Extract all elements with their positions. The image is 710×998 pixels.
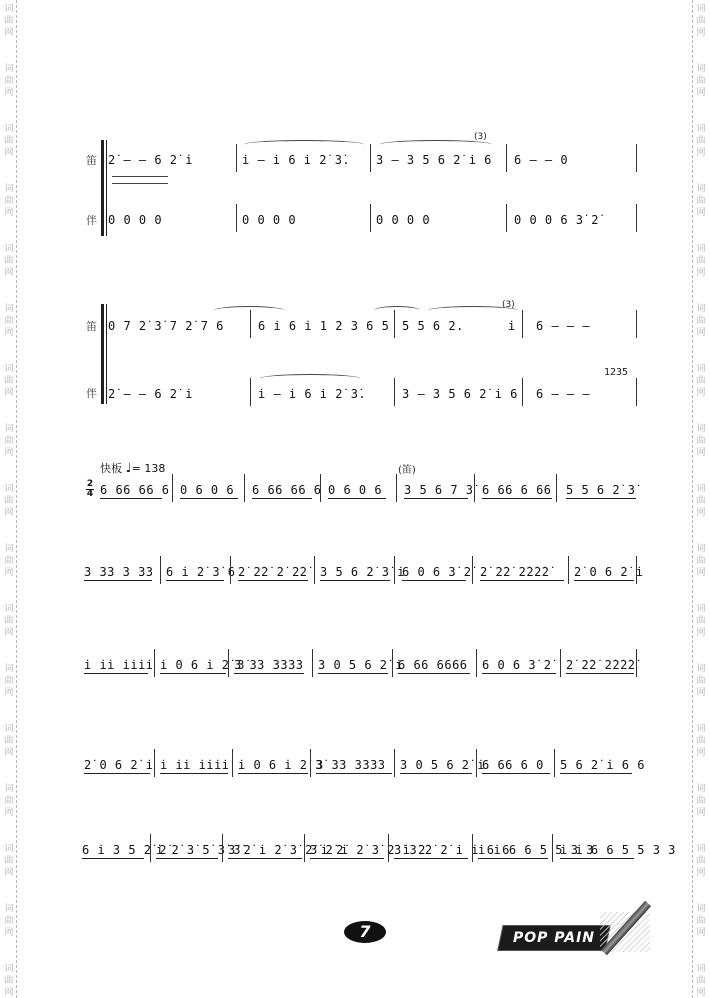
measure-notes: 2̇ 0 6 2̇ i̇: [574, 565, 644, 579]
measure-notes: 3 33 3333: [234, 658, 304, 672]
watermark-char: 网: [4, 928, 14, 938]
barline: [314, 556, 315, 584]
score-line-2: [84, 562, 644, 582]
measure: [166, 562, 236, 582]
measure-notes: 0 0 0 0: [376, 213, 431, 227]
measure: [566, 655, 636, 675]
measure: [574, 562, 644, 582]
watermark-char: 曲: [4, 16, 14, 26]
watermark-char: 词: [696, 724, 706, 734]
watermark-char: 词: [696, 784, 706, 794]
measure: [404, 480, 474, 500]
page-number-badge: 7: [344, 921, 386, 943]
watermark-char: 词: [696, 484, 706, 494]
crescendo-hairpin: [112, 176, 168, 184]
barline: [396, 474, 397, 502]
barline: [506, 144, 507, 172]
right-margin-watermark: [692, 0, 708, 998]
barline: [388, 834, 389, 862]
measure-notes: i̇: [508, 319, 516, 333]
watermark-char: 网: [4, 748, 14, 758]
measure-notes: 6 i̇ 6 i̇ 1 2 3 6 5: [258, 319, 390, 333]
measure-notes: 5 5 6 2.: [402, 319, 464, 333]
barline: [568, 556, 569, 584]
watermark-char: 网: [4, 328, 14, 338]
measure: [108, 384, 248, 404]
logo-text: POP PAIN: [512, 930, 596, 946]
measure: [508, 316, 528, 336]
measure-notes: 0 6 0 6: [180, 483, 235, 497]
left-margin-watermark: [2, 0, 18, 998]
watermark-char: 网: [696, 928, 706, 938]
barline: [554, 749, 555, 777]
barline: [552, 834, 553, 862]
slur: [260, 374, 360, 383]
watermark-char: 词: [696, 664, 706, 674]
barline: [636, 144, 637, 172]
score-line-3: [84, 655, 640, 675]
measure: [482, 480, 554, 500]
measure-notes: 6 – – 0: [514, 153, 569, 167]
measure-notes: 0 0 0 6 3̇ 2̇: [514, 213, 599, 227]
time-signature: [86, 480, 94, 499]
watermark-char: 词: [4, 184, 14, 194]
measure-notes: 3 – 3 5 6 2̇ i̇ 6: [402, 387, 518, 401]
barline: [522, 310, 523, 338]
watermark-char: 词: [696, 904, 706, 914]
measure: [310, 840, 426, 860]
watermark-char: 词: [696, 184, 706, 194]
barline: [472, 556, 473, 584]
barline: [160, 556, 161, 584]
measure-notes: 0 0 0 0: [242, 213, 297, 227]
measure: [160, 755, 230, 775]
measure: [480, 562, 566, 582]
right-dashed-line: [692, 0, 693, 998]
watermark-char: 网: [696, 808, 706, 818]
measure-notes: 3 5 6 2̇ 3̇ i̇: [320, 565, 405, 579]
measure: [478, 840, 594, 860]
measure-notes: 6 – – –: [536, 387, 591, 401]
watermark-char: 曲: [696, 736, 706, 746]
measure: [318, 655, 403, 675]
watermark-char: 曲: [696, 256, 706, 266]
measure-notes: 2̇ 2̇2̇ 2̇2̇2̇2̇: [480, 565, 550, 579]
slur: [214, 306, 284, 315]
watermark-char: 词: [4, 124, 14, 134]
measure: [560, 840, 676, 860]
watermark-char: 词: [4, 544, 14, 554]
measure: [482, 755, 552, 775]
watermark-char: 词: [4, 724, 14, 734]
measure-notes: 3 0 5 6 2̇ i̇: [318, 658, 403, 672]
barline: [392, 649, 393, 677]
watermark-char: 网: [4, 148, 14, 158]
watermark-char: 词: [4, 424, 14, 434]
measure-notes: 2̇ – – 6 2̇ i̇: [108, 153, 193, 167]
watermark-char: 网: [696, 268, 706, 278]
measure: [258, 316, 398, 336]
system-bracket: [101, 304, 104, 404]
quarter-note-icon: ♩: [125, 461, 132, 476]
watermark-char: 曲: [696, 916, 706, 926]
watermark-char: 词: [696, 604, 706, 614]
watermark-char: 网: [4, 568, 14, 578]
watermark-char: 词: [4, 904, 14, 914]
measure-notes: 0 6 0 6: [328, 483, 383, 497]
left-dashed-line: [16, 0, 17, 998]
barline: [250, 378, 251, 406]
measure: [228, 840, 344, 860]
tempo-bpm: = 138: [131, 462, 166, 475]
barline: [636, 556, 637, 584]
measure-notes: 5 6 2̇ i̇ 6 6: [560, 758, 645, 772]
watermark-char: 曲: [4, 856, 14, 866]
measure-notes: 3 33 3 33: [84, 565, 154, 579]
measure-notes: 2̇ 0 6 2̇ i̇: [84, 758, 154, 772]
barline: [636, 204, 637, 232]
watermark-char: 词: [4, 364, 14, 374]
watermark-char: 网: [696, 148, 706, 158]
watermark-char: 网: [696, 508, 706, 518]
watermark-char: 曲: [4, 436, 14, 446]
barline: [474, 474, 475, 502]
barline: [154, 749, 155, 777]
barline: [636, 310, 637, 338]
watermark-char: 曲: [4, 136, 14, 146]
measure: [514, 150, 624, 170]
measure: [156, 840, 241, 860]
cue-label: (笛): [398, 465, 416, 476]
watermark-char: 网: [696, 628, 706, 638]
watermark-char: 词: [4, 304, 14, 314]
watermark-char: 曲: [4, 196, 14, 206]
measure-notes: 2̇ 2̇2̇ 2̇ 2̇2̇: [238, 565, 308, 579]
measure-notes: 2̇ 2̇2̇ 2̇2̇2̇2̇: [566, 658, 636, 672]
measure: [238, 755, 323, 775]
measure-notes: 6 0 6 3̇ 2̇: [402, 565, 472, 579]
measure-notes: i̇ i̇ 6 6 5 5 3 3: [478, 843, 594, 857]
measure: [84, 562, 154, 582]
measure-notes: 6 i̇ 2̇ 3̇ 6: [166, 565, 236, 579]
watermark-char: 网: [696, 208, 706, 218]
barline: [236, 204, 237, 232]
measure-notes: 0 0 0 0: [108, 213, 163, 227]
watermark-char: 词: [4, 484, 14, 494]
score-line-1: [100, 480, 640, 500]
watermark-char: 网: [4, 628, 14, 638]
barline: [476, 649, 477, 677]
instrument-label-ban: 伴: [86, 387, 97, 400]
watermark-char: 曲: [4, 616, 14, 626]
watermark-char: 网: [4, 688, 14, 698]
watermark-char: 网: [4, 868, 14, 878]
watermark-char: 词: [4, 4, 14, 14]
watermark-char: 网: [696, 868, 706, 878]
measure: [394, 840, 510, 860]
barline: [232, 749, 233, 777]
watermark-char: 网: [696, 388, 706, 398]
measure: [316, 755, 394, 775]
watermark-char: 曲: [696, 196, 706, 206]
watermark-char: 曲: [696, 976, 706, 986]
measure-notes: 3̇ 3̇ 2̇ 2̇ i̇ i̇ 6 6: [394, 843, 510, 857]
measure: [398, 655, 472, 675]
barline: [506, 204, 507, 232]
staff-di: [108, 300, 638, 336]
barline: [236, 144, 237, 172]
watermark-char: 词: [696, 544, 706, 554]
staff-di: [108, 132, 638, 170]
watermark-char: 曲: [4, 316, 14, 326]
measure: [180, 480, 240, 500]
watermark-char: 词: [696, 244, 706, 254]
measure-notes: 3 33 3333: [316, 758, 386, 772]
watermark-char: 网: [4, 88, 14, 98]
measure-notes: 3̇ 2̇ i̇ 2̇ 3̇ 2̇ i̇ 2̇: [310, 843, 426, 857]
watermark-char: 词: [4, 784, 14, 794]
measure: [320, 562, 405, 582]
measure: [402, 562, 472, 582]
watermark-char: 曲: [696, 556, 706, 566]
watermark-char: 词: [696, 4, 706, 14]
measure: [242, 150, 372, 170]
watermark-char: 曲: [696, 496, 706, 506]
watermark-char: 曲: [4, 76, 14, 86]
measure-notes: 3 5 6 7 3̇: [404, 483, 474, 497]
system-bracket: [101, 140, 104, 236]
measure-notes: 6 66 66 6: [100, 483, 170, 497]
score-line-5: [82, 840, 676, 860]
barline: [320, 474, 321, 502]
watermark-char: 曲: [4, 556, 14, 566]
barline: [150, 834, 151, 862]
watermark-char: 曲: [4, 376, 14, 386]
measure-notes: i̇ 2̇ 3̇ 5̇ 3̇ 3̇: [156, 843, 241, 857]
measure: [252, 480, 322, 500]
watermark-char: 网: [4, 388, 14, 398]
barline: [230, 556, 231, 584]
barline: [522, 378, 523, 406]
watermark-char: 网: [696, 28, 706, 38]
pop-pain-logo: [497, 925, 611, 951]
score-line-4: [84, 755, 645, 775]
measure-notes: i̇ – i̇ 6 i̇ 2̇ 3̇.: [258, 387, 367, 401]
watermark-char: 词: [4, 64, 14, 74]
watermark-char: 词: [696, 964, 706, 974]
measure: [402, 384, 532, 404]
measure: [234, 655, 306, 675]
tempo-text: 快板: [100, 462, 122, 475]
measure-notes: 6 66 66 6: [252, 483, 322, 497]
watermark-char: 词: [4, 844, 14, 854]
measure-notes: i̇ 0 6 i̇ 2̇ 3̇: [238, 758, 323, 772]
watermark-char: 曲: [4, 796, 14, 806]
watermark-char: 词: [4, 964, 14, 974]
watermark-char: 网: [696, 568, 706, 578]
watermark-char: 网: [696, 448, 706, 458]
instrument-label-di: 笛: [86, 154, 97, 167]
measure: [402, 316, 482, 336]
measure: [82, 840, 167, 860]
barline: [154, 649, 155, 677]
watermark-char: 词: [696, 304, 706, 314]
measure: [514, 210, 638, 230]
measure-notes: 6 i̇ 3 5 2̇ 2̇: [82, 843, 167, 857]
barline: [228, 649, 229, 677]
measure-notes: 2̇ – – 6 2̇ i̇: [108, 387, 193, 401]
measure-notes: i̇ i̇i̇ i̇i̇i̇i̇: [160, 758, 230, 772]
watermark-char: 词: [696, 364, 706, 374]
measure: [328, 480, 388, 500]
watermark-char: 曲: [696, 856, 706, 866]
barline: [304, 834, 305, 862]
watermark-char: 曲: [696, 436, 706, 446]
watermark-char: 网: [4, 268, 14, 278]
measure-notes: 6 66 6 0: [482, 758, 544, 772]
barline: [222, 834, 223, 862]
watermark-char: 词: [696, 844, 706, 854]
barline: [636, 649, 637, 677]
watermark-char: 网: [696, 988, 706, 998]
barline: [310, 749, 311, 777]
barline: [312, 649, 313, 677]
watermark-char: 曲: [696, 316, 706, 326]
measure-notes: 5 5 6 2̇ 3̇: [566, 483, 636, 497]
measure-notes: i̇ i̇i̇ i̇i̇i̇i̇: [84, 658, 154, 672]
barline: [636, 378, 637, 406]
barline: [394, 378, 395, 406]
measure-notes: i̇ i̇ 6 6 5 5 3 3: [560, 843, 676, 857]
watermark-char: 词: [696, 424, 706, 434]
triplet-mark: (3): [474, 132, 487, 142]
measure: [536, 384, 636, 404]
watermark-char: 网: [696, 688, 706, 698]
measure: [108, 150, 232, 170]
watermark-char: 词: [4, 244, 14, 254]
staff-ban: [108, 210, 638, 230]
watermark-char: 网: [4, 988, 14, 998]
watermark-char: 词: [696, 64, 706, 74]
measure-notes: 6 0 6 3̇ 2̇: [482, 658, 552, 672]
measure: [560, 755, 645, 775]
measure: [536, 316, 636, 336]
barline: [472, 834, 473, 862]
watermark-char: 词: [4, 664, 14, 674]
measure: [258, 384, 398, 404]
tempo-marking: [100, 460, 165, 476]
barline: [560, 649, 561, 677]
slur: [374, 306, 420, 315]
measure-notes: 6 – – –: [536, 319, 591, 333]
time-signature-top: 2: [86, 479, 94, 489]
watermark-char: 网: [4, 508, 14, 518]
triplet-mark: (3): [502, 300, 515, 310]
barline: [244, 474, 245, 502]
watermark-char: 曲: [696, 136, 706, 146]
watermark-char: 网: [696, 748, 706, 758]
measure-notes: 6 66 6666: [398, 658, 468, 672]
watermark-char: 曲: [4, 976, 14, 986]
measure: [160, 655, 245, 675]
time-signature-bottom: 4: [86, 489, 94, 499]
measure: [84, 655, 154, 675]
measure-notes: 3 0 5 6 2̇ i̇: [400, 758, 485, 772]
watermark-char: 曲: [696, 796, 706, 806]
watermark-char: 曲: [4, 676, 14, 686]
watermark-char: 曲: [696, 16, 706, 26]
measure: [376, 150, 506, 170]
measure-notes: i̇ – i̇ 6 i̇ 2̇ 3̇.: [242, 153, 351, 167]
measure-notes: 3̇ 2̇ i̇ 2̇ 3̇ 2̇ i̇ 2̇: [228, 843, 344, 857]
watermark-char: 曲: [4, 916, 14, 926]
instrument-label-ban: 伴: [86, 214, 97, 227]
barline: [172, 474, 173, 502]
watermark-char: 曲: [696, 76, 706, 86]
barline: [370, 144, 371, 172]
watermark-char: 曲: [4, 496, 14, 506]
watermark-char: 曲: [696, 376, 706, 386]
barline: [394, 749, 395, 777]
measure: [84, 755, 152, 775]
watermark-char: 网: [4, 208, 14, 218]
slur: [244, 140, 364, 149]
staff-ban: [108, 384, 638, 404]
measure: [376, 210, 500, 230]
watermark-char: 网: [696, 88, 706, 98]
watermark-char: 网: [4, 808, 14, 818]
measure-notes: 6 66 6 66: [482, 483, 552, 497]
measure: [400, 755, 485, 775]
measure: [482, 655, 558, 675]
watermark-char: 词: [4, 604, 14, 614]
measure: [242, 210, 366, 230]
watermark-char: 词: [696, 124, 706, 134]
measure: [108, 210, 232, 230]
watermark-char: 网: [4, 28, 14, 38]
measure-notes: i̇ 0 6 i̇ 2̇ 3̇: [160, 658, 245, 672]
watermark-char: 曲: [4, 256, 14, 266]
tail-annotation: 1235: [604, 367, 629, 378]
watermark-char: 网: [696, 328, 706, 338]
barline: [476, 749, 477, 777]
watermark-char: 曲: [4, 736, 14, 746]
measure: [108, 316, 248, 336]
watermark-char: 曲: [696, 676, 706, 686]
measure: [238, 562, 310, 582]
measure-notes: 3 – 3 5 6 2̇ i̇ 6: [376, 153, 492, 167]
watermark-char: 网: [4, 448, 14, 458]
barline: [370, 204, 371, 232]
instrument-label-di: 笛: [86, 320, 97, 333]
watermark-char: 曲: [696, 616, 706, 626]
measure: [566, 480, 638, 500]
measure-notes: 0 7 2̇ 3̇ 7 2̇ 7 6: [108, 319, 224, 333]
barline: [394, 556, 395, 584]
barline: [556, 474, 557, 502]
measure: [100, 480, 170, 500]
